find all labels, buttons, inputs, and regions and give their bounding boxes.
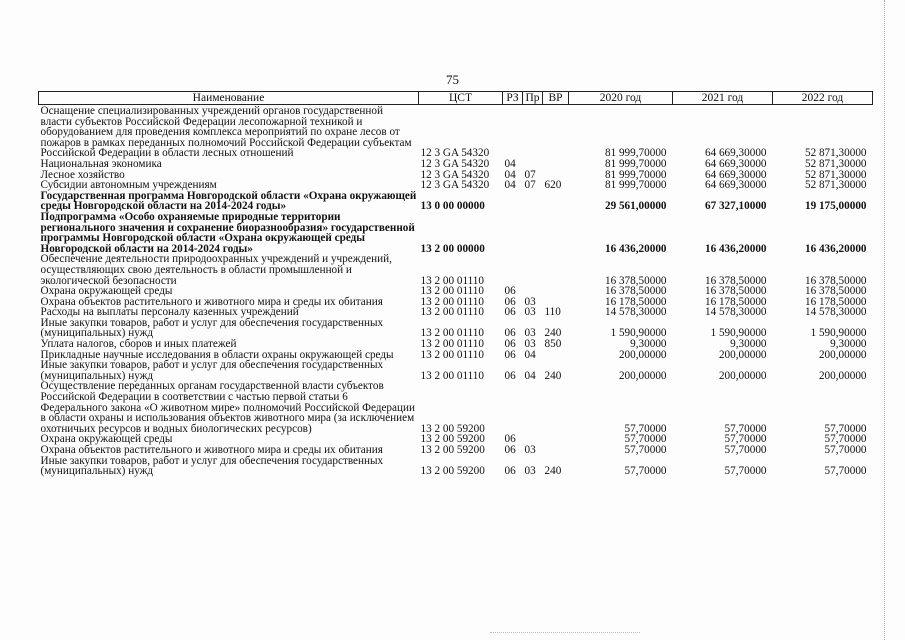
header-2021: 2021 год [673,92,773,105]
cell-pr: 07 [524,168,536,181]
cell-pr [523,191,543,212]
cell-name: Обеспечение деятельности природоохранных учреждений и учреждений, осуществляющих свою деятельность в области промышленной и экологической безопасности [40,253,392,287]
cell-pr: 04 [524,369,536,382]
scan-edge-artifact [884,0,889,640]
cell-vr [543,191,569,212]
cell-cst: 13 2 00 59200 [420,465,485,478]
cell-rz: 06 [504,338,516,351]
table-body [39,105,873,477]
cell-name: Подпрограмма «Особо охраняемые природные территории регионального значения и сохранение биоразнообразия» государственной программы Новгородской области «Охрана окружающей среды Новгородской области на 2014-2024 годы» [40,210,415,255]
cell-2021: 16 436,20000 [704,242,767,255]
table-row [39,445,873,456]
cell-2021: 57,70000 [724,433,767,446]
cell-2021: 14 578,30000 [704,306,767,319]
cell-vr [543,159,569,170]
cell-2021: 64 669,30000 [704,168,767,181]
cell-rz: 06 [504,444,516,456]
cell-2021: 64 669,30000 [704,179,767,192]
cell-2021: 57,70000 [724,422,767,435]
cell-2022: 200,00000 [818,369,867,382]
cell-name: Субсидии автономным учреждениям [40,179,217,192]
cell-vr [543,286,569,297]
cell-rz: 06 [504,285,516,298]
cell-cst: 12 3 GA 54320 [420,179,490,192]
table-row [39,191,873,212]
cell-name: Иные закупки товаров, работ и услуг для обеспечения государственных (муниципальных) нужд [40,359,384,382]
cell-rz [503,191,523,212]
cell-2020: 81 999,70000 [604,157,667,170]
cell-2022: 16 178,50000 [804,295,867,308]
cell-2020: 29 561,00000 [604,200,667,213]
cell-cst: 12 3 GA 54320 [420,168,490,181]
cell-2020: 81 999,70000 [604,179,667,192]
cell-2022: 57,70000 [824,465,867,478]
cell-2022: 16 436,20000 [804,242,867,255]
cell-2021: 64 669,30000 [704,147,767,160]
cell-rz: 06 [504,348,516,361]
table-row [39,318,873,339]
cell-cst: 13 2 00 01110 [420,348,484,361]
cell-2022: 14 578,30000 [804,306,867,319]
cell-cst: 13 2 00 01110 [420,369,484,382]
cell-vr [543,381,569,434]
cell-cst: 13 2 00 01110 [420,295,484,308]
cell-vr [543,434,569,445]
header-pr: Пр [523,92,543,105]
cell-cst: 13 0 00 00000 [420,200,485,213]
cell-2021: 9,30000 [730,338,767,351]
cell-rz: 04 [504,179,516,192]
cell-2020: 81 999,70000 [604,147,667,160]
cell-name: Лесное хозяйство [40,168,125,181]
cell-pr: 03 [524,465,536,478]
cell-cst: 13 2 00 01110 [420,327,484,340]
cell-2021: 67 327,10000 [704,200,767,213]
cell-2020: 57,70000 [624,444,667,456]
cell-2022: 1 590,90000 [810,327,867,340]
page-number: 75 [446,72,459,87]
header-name: Наименование [39,92,419,105]
cell-rz: 04 [504,168,516,181]
table-row [39,456,873,477]
cell-2022: 52 871,30000 [804,147,867,160]
cell-pr: 03 [524,444,536,456]
cell-rz [503,381,523,434]
cell-vr [543,105,569,159]
cell-cst: 13 2 00 00000 [420,242,485,255]
cell-rz: 04 [504,157,516,170]
cell-vr: 620 [544,179,562,192]
cell-vr: 240 [544,465,562,478]
cell-2022: 57,70000 [824,422,867,435]
scan-bottom-artifact [490,632,640,636]
cell-2020: 14 578,30000 [604,306,667,319]
cell-2020: 200,00000 [618,369,667,382]
cell-rz [503,212,523,254]
cell-pr [523,159,543,170]
header-2022: 2022 год [773,92,873,105]
cell-cst: 13 2 00 01110 [420,285,484,298]
cell-2020: 9,30000 [630,338,667,351]
cell-2021: 1 590,90000 [710,327,767,340]
cell-vr: 240 [544,369,562,382]
cell-2021: 200,00000 [718,348,767,361]
cell-2020: 1 590,90000 [610,327,667,340]
cell-vr [543,212,569,254]
cell-rz: 06 [504,433,516,446]
table-header-row [39,92,873,105]
cell-name: Осуществление переданных органам государственной власти субъектов Российской Федерации в соответствии с частью первой статьи 6 Федерального закона «О животном мире» полномочий Российской Федерации в области охраны и использования объектов животного мира (за исключением охотничьих ресурсов и водных биологических ресурсов) [40,380,415,435]
cell-2022: 9,30000 [830,338,867,351]
cell-name: Государственная программа Новгородской области «Охрана окружающей среды Новгородской области на 2014-2024 годы» [40,189,417,213]
header-cst: ЦСТ [419,92,503,105]
cell-pr: 03 [524,338,536,351]
cell-name: Охрана окружающей среды [40,285,173,298]
table-row [39,254,873,286]
cell-rz: 06 [504,465,516,478]
table-row [39,360,873,381]
cell-vr: 240 [544,327,562,340]
cell-name: Расходы на выплаты персоналу казенных учреждений [40,306,299,319]
cell-cst: 13 2 00 59200 [420,433,485,446]
cell-vr [543,445,569,456]
cell-2022: 16 378,50000 [804,285,867,298]
cell-2022: 57,70000 [824,444,867,456]
cell-name: Оснащение специализированных учреждений органов государственной власти субъектов Российской Федерации лесопожарной техникой и оборудованием для проведения комплекса мероприятий по охране лесов от пожаров в рамках переданных полномочий Российской Федерации субъектам Российской Федерации в области лесных отношений [40,105,412,160]
cell-vr: 110 [544,306,561,319]
cell-2020: 200,00000 [618,348,667,361]
cell-name: Иные закупки товаров, работ и услуг для обеспечения государственных (муниципальных) нужд [40,454,384,478]
header-2020: 2020 год [569,92,673,105]
cell-2022: 57,70000 [824,433,867,446]
cell-rz [503,105,523,159]
cell-2021: 16 378,50000 [704,274,767,287]
cell-2022: 52 871,30000 [804,168,867,181]
cell-name: Охрана окружающей среды [40,433,173,446]
cell-pr: 07 [524,179,536,192]
cell-2021: 16 178,50000 [704,295,767,308]
cell-2022: 16 378,50000 [804,274,867,287]
cell-2020: 16 378,50000 [604,285,667,298]
cell-2020: 81 999,70000 [604,168,667,181]
cell-name: Охрана объектов растительного и животного мира и среды их обитания [40,295,383,308]
cell-2020: 57,70000 [624,465,667,478]
cell-pr [523,254,543,286]
table-row [39,212,873,254]
cell-2020: 16 178,50000 [604,295,667,308]
cell-cst: 13 2 00 59200 [420,422,485,435]
cell-2021: 200,00000 [718,369,767,382]
cell-2022: 52 871,30000 [804,179,867,192]
cell-pr: 03 [524,306,536,319]
cell-pr: 03 [524,295,536,308]
cell-rz [503,254,523,286]
cell-2022: 52 871,30000 [804,157,867,170]
header-rz: РЗ [503,92,523,105]
cell-rz: 06 [504,369,516,382]
cell-2021: 64 669,30000 [704,157,767,170]
cell-rz: 06 [504,295,516,308]
cell-name: Прикладные научные исследования в области охраны окружающей среды [40,348,394,361]
cell-name: Национальная экономика [40,157,162,170]
cell-cst: 13 2 00 01110 [420,274,484,287]
cell-pr: 03 [524,327,536,340]
budget-table [38,91,873,477]
cell-cst: 13 2 00 01110 [420,338,484,351]
cell-2020: 16 436,20000 [604,242,667,255]
cell-cst: 12 3 GA 54320 [420,147,490,160]
cell-2021: 57,70000 [724,465,767,478]
cell-rz: 06 [504,306,516,319]
cell-2021: 57,70000 [724,444,767,456]
cell-2022: 200,00000 [818,348,867,361]
cell-2020: 16 378,50000 [604,274,667,287]
cell-2020: 57,70000 [624,422,667,435]
cell-rz: 06 [504,327,516,340]
cell-name: Иные закупки товаров, работ и услуг для обеспечения государственных (муниципальных) нужд [40,316,384,340]
cell-pr [523,105,543,159]
table-row [39,105,873,159]
cell-pr [523,212,543,254]
cell-vr: 850 [544,338,562,351]
cell-2020: 57,70000 [624,433,667,446]
cell-cst: 13 2 00 01110 [420,306,484,319]
cell-name: Охрана объектов растительного и животного мира и среды их обитания [40,444,383,456]
cell-vr [543,254,569,286]
table-row [39,159,873,170]
cell-cst: 12 3 GA 54320 [420,157,490,170]
cell-cst: 13 2 00 59200 [420,444,485,456]
cell-2021: 16 378,50000 [704,285,767,298]
cell-vr [543,350,569,361]
cell-pr [523,381,543,434]
cell-pr: 04 [524,348,536,361]
cell-2022: 19 175,00000 [804,200,867,213]
cell-name: Уплата налогов, сборов и иных платежей [40,338,237,351]
table-row [39,381,873,434]
header-vr: ВР [543,92,569,105]
